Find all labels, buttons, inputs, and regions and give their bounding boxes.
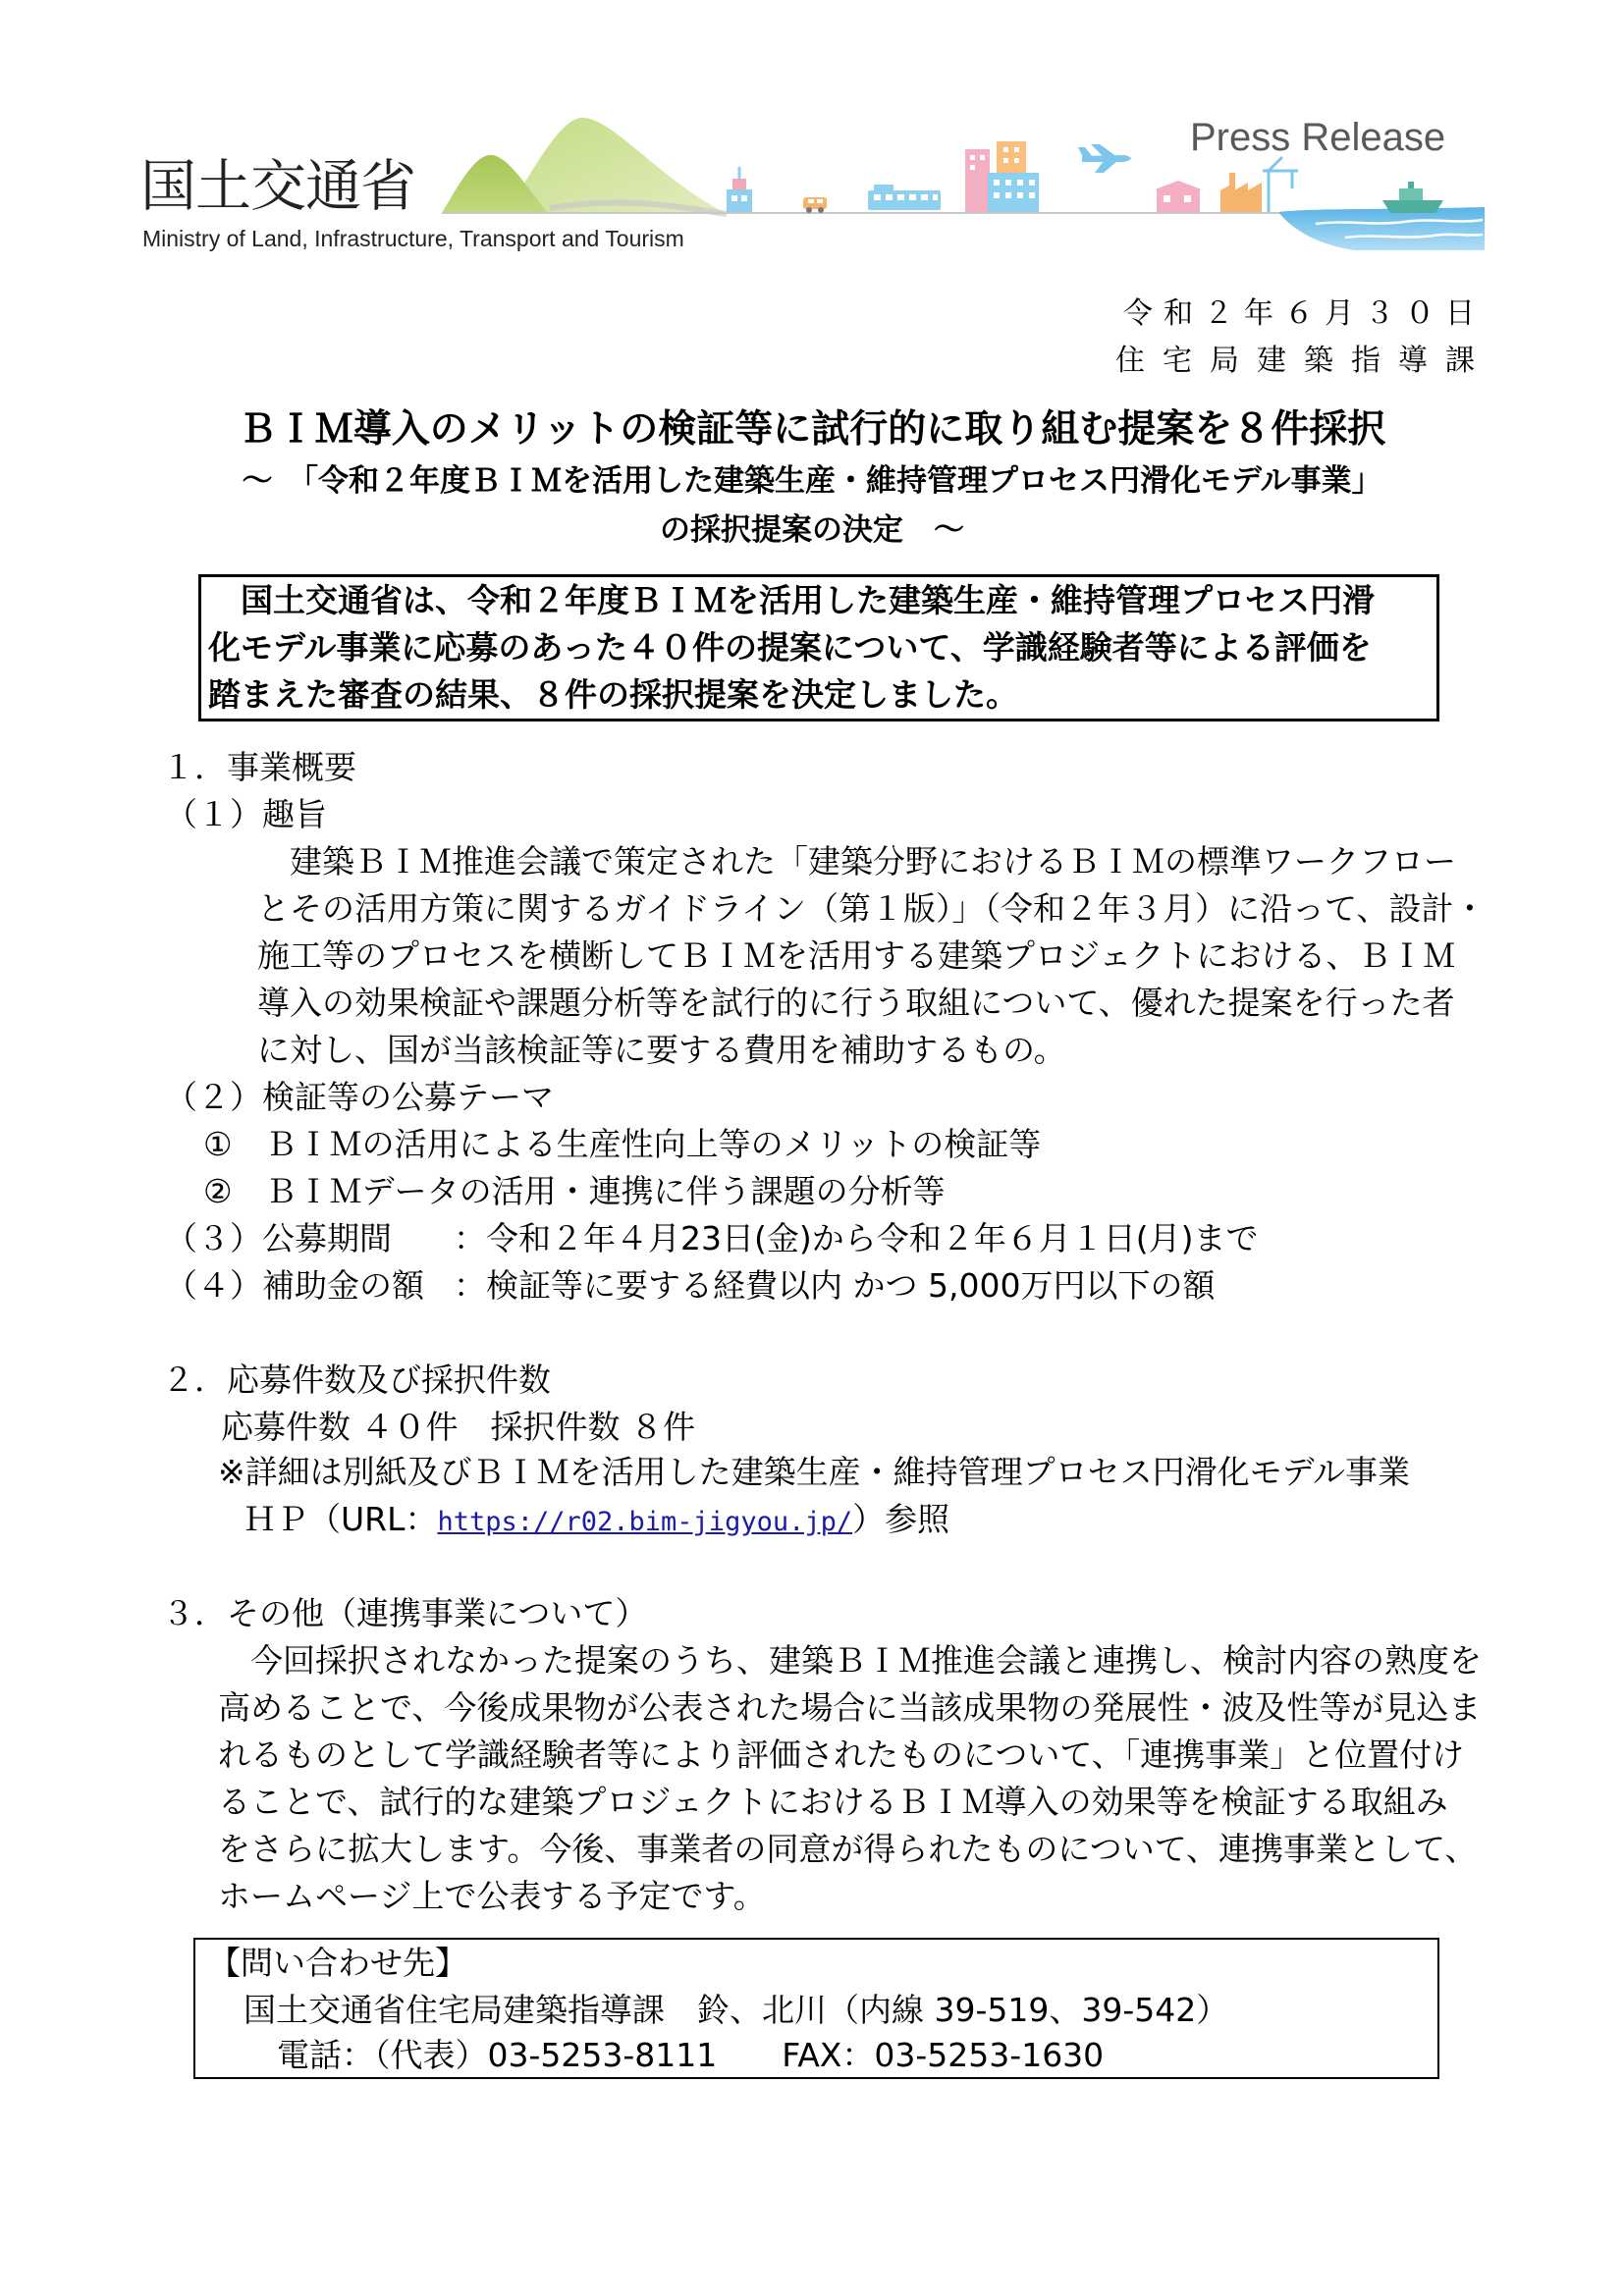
homepage-link[interactable]: https://r02.bim-jigyou.jp/ [437, 1507, 853, 1537]
section-3-heading: ３．その他（連携事業について） [162, 1594, 648, 1632]
details-note: ※詳細は別紙及びＢＩＭを活用した建築生産・維持管理プロセス円滑化モデル事業 [218, 1453, 1411, 1491]
port-crane [1263, 157, 1298, 212]
contact-phone-fax: 電話：（代表）03-5253-8111 FAX：03-5253-1630 [277, 2036, 1105, 2074]
header-illustration [432, 98, 1492, 255]
homepage-reference [244, 1496, 949, 1546]
period-label: （３）公募期間 [165, 1219, 392, 1257]
collaboration-line: ることで、試行的な建築プロジェクトにおけるＢＩＭ導入の効果等を検証する取組み [218, 1783, 1448, 1821]
themes-heading: （２）検証等の公募テーマ [165, 1078, 554, 1116]
subsidy-value: ：検証等に要する経費以内 かつ 5,000万円以下の額 [454, 1266, 1216, 1305]
homepage-prefix: ＨＰ（URL： [244, 1500, 438, 1538]
train [868, 185, 941, 210]
issuing-department: 住宅局建築指導課 [1115, 344, 1492, 378]
collaboration-line: をさらに拡大します。今後、事業者の同意が得られたものについて、連携事業として、 [218, 1830, 1478, 1868]
application-counts: 応募件数 ４０件 採択件数 ８件 [221, 1408, 695, 1446]
collaboration-line: 高めることで、今後成果物が公表された場合に当該成果物の発展性・波及性等が見込ま [218, 1688, 1482, 1727]
car [803, 197, 827, 213]
subsidy-label: （４）補助金の額 [165, 1266, 424, 1305]
city-buildings [965, 141, 1039, 212]
subtitle-line-2: の採択提案の決定 ～ [660, 512, 964, 548]
summary-line: 国土交通省は、令和２年度ＢＩＭを活用した建築生産・維持管理プロセス円滑 [208, 581, 1375, 619]
purpose-line: 導入の効果検証や課題分析等を試行的に行う取組について、優れた提案を行った者 [257, 984, 1455, 1022]
purpose-line: とその活用方策に関するガイドライン（第１版）」（令和２年３月）に沿って、設計・ [257, 889, 1487, 928]
summary-line: 踏まえた審査の結果、８件の採択提案を決定しました。 [208, 675, 1018, 714]
factory [1220, 173, 1262, 212]
purpose-line: 建築ＢＩＭ推進会議で策定された「建築分野におけるＢＩＭの標準ワークフロー [257, 842, 1456, 881]
theme-item-1: ① ＢＩＭの活用による生産性向上等のメリットの検証等 [203, 1125, 1042, 1163]
summary-line: 化モデル事業に応募のあった４０件の提案について、学識経験者等による評価を [208, 628, 1372, 667]
period-value: ：令和２年４月23日(金)から令和２年６月１日(月)まで [454, 1219, 1259, 1257]
collaboration-line: 今回採択されなかった提案のうち、建築ＢＩＭ推進会議と連携し、検討内容の熟度を [218, 1641, 1482, 1680]
ship-icon [1382, 182, 1443, 213]
release-date: 令和２年６月３０日 [1123, 296, 1486, 331]
homepage-suffix: ）参照 [852, 1500, 950, 1538]
mlit-logo-japanese: 国土交通省 [140, 154, 415, 219]
green-hills [442, 118, 727, 214]
house [1155, 181, 1202, 212]
purpose-line: に対し、国が当該検証等に要する費用を補助するもの。 [257, 1031, 1066, 1069]
purpose-line: 施工等のプロセスを横断してＢＩＭを活用する建築プロジェクトにおける、ＢＩＭ [257, 936, 1456, 975]
subtitle-line-1: ～ 「令和２年度ＢＩＭを活用した建築生産・維持管理プロセス円滑化モデル事業」 [242, 463, 1382, 499]
section-1-heading: １．事業概要 [162, 748, 356, 786]
airplane-icon [1078, 144, 1131, 173]
sea [1278, 207, 1485, 250]
tower-building [727, 167, 752, 212]
document-title: ＢＩＭ導入のメリットの検証等に試行的に取り組む提案を８件採択 [238, 407, 1386, 452]
section-2-heading: ２．応募件数及び採択件数 [162, 1361, 551, 1399]
theme-item-2: ② ＢＩＭデータの活用・連携に伴う課題の分析等 [203, 1172, 946, 1210]
contact-department: 国土交通省住宅局建築指導課 鈴、北川（内線 39-519、39-542） [244, 1991, 1229, 2029]
purpose-heading: （１）趣旨 [165, 795, 327, 833]
collaboration-line: ホームページ上で公表する予定です。 [218, 1877, 766, 1915]
contact-heading: 【問い合わせ先】 [208, 1944, 467, 1982]
mlit-logo-english: Ministry of Land, Infrastructure, Transport and Tourism [142, 226, 684, 251]
press-release-label: Press Release [1190, 116, 1446, 159]
collaboration-line: れるものとして学識経験者等により評価されたものについて、「連携事業」と位置付け [218, 1735, 1465, 1774]
